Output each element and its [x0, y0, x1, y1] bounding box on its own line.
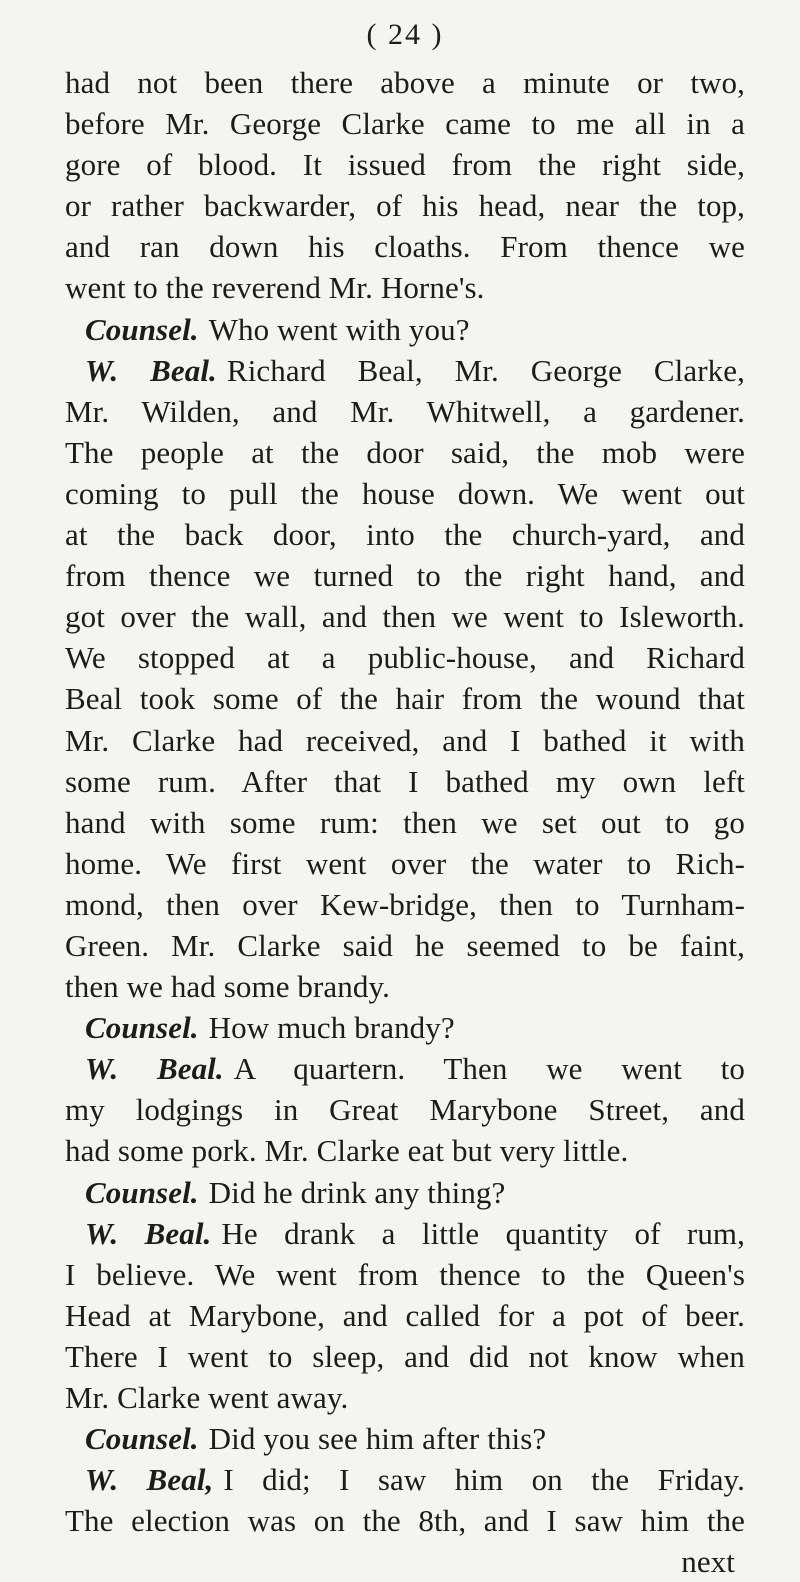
line-text: He drank a little quantity of rum,	[221, 1215, 745, 1251]
line-text: The election was on the 8th, and I saw him the	[65, 1503, 745, 1539]
speaker-label: W. Beal.	[85, 352, 217, 388]
line-text: and ran down his cloaths. From thence we	[65, 229, 745, 265]
text-line	[65, 925, 745, 966]
text-line	[65, 350, 745, 391]
line-text: Did you see him after this?	[208, 1421, 547, 1457]
text-line	[65, 1048, 745, 1089]
text-line	[65, 1007, 745, 1048]
line-text: Richard Beal, Mr. George Clarke,	[226, 352, 745, 388]
line-text: coming to pull the house down. We went out	[65, 475, 745, 511]
speaker-label: Counsel.	[85, 311, 199, 347]
text-line	[65, 555, 745, 596]
text-line	[65, 103, 745, 144]
text-line	[65, 144, 745, 185]
text-line	[65, 1459, 745, 1500]
line-text: had not been there above a minute or two,	[65, 65, 745, 100]
line-text: at the back door, into the church-yard, and	[65, 517, 745, 553]
line-text: I believe. We went from thence to the Queen's	[65, 1256, 745, 1292]
line-text: Beal took some of the hair from the wound that	[65, 681, 745, 717]
text-line	[65, 185, 745, 226]
line-text: Head at Marybone, and called for a pot of beer.	[65, 1297, 745, 1333]
speaker-label: W. Beal.	[85, 1051, 224, 1087]
line-text: Mr. Clarke had received, and I bathed it with	[65, 722, 745, 758]
speaker-label: Counsel.	[85, 1421, 199, 1457]
text-line	[65, 966, 745, 1007]
line-text: Green. Mr. Clarke said he seemed to be faint,	[65, 927, 745, 963]
text-line	[65, 1377, 745, 1418]
text-line	[65, 884, 745, 925]
text-line	[65, 1418, 745, 1459]
text-line	[65, 637, 745, 678]
line-text: went to the reverend Mr. Horne's.	[65, 270, 485, 306]
line-text: The people at the door said, the mob were	[65, 434, 745, 470]
line-text: How much brandy?	[208, 1010, 455, 1046]
line-text: from thence we turned to the right hand, and	[65, 558, 745, 594]
line-text: home. We first went over the water to Rich-	[65, 845, 745, 881]
line-text: I did; I saw him on the Friday.	[223, 1462, 745, 1498]
text-line	[65, 1336, 745, 1377]
line-text: got over the wall, and then we went to Isleworth.	[65, 599, 745, 635]
line-text: some rum. After that I bathed my own left	[65, 763, 745, 799]
text-line	[65, 802, 745, 843]
line-text: Did he drink any thing?	[208, 1174, 506, 1210]
text-line	[65, 678, 745, 719]
speaker-label: Counsel.	[85, 1174, 199, 1210]
speaker-label: Counsel.	[85, 1010, 199, 1046]
text-line	[65, 843, 745, 884]
text-line	[65, 267, 745, 308]
speaker-label: W. Beal,	[85, 1462, 214, 1498]
catchword: next	[681, 1544, 735, 1580]
text-line	[65, 1172, 745, 1213]
text-line	[65, 226, 745, 267]
text-line	[65, 309, 745, 350]
speaker-label: W. Beal.	[85, 1215, 212, 1251]
text-body	[65, 62, 745, 1541]
text-line	[65, 720, 745, 761]
page-number: ( 24 )	[366, 18, 444, 51]
line-text: Who went with you?	[208, 311, 470, 347]
line-text: There I went to sleep, and did not know when	[65, 1338, 745, 1374]
line-text: then we had some brandy.	[65, 969, 390, 1005]
line-text: my lodgings in Great Marybone Street, and	[65, 1092, 745, 1128]
line-text: We stopped at a public-house, and Richard	[65, 640, 745, 676]
line-text: or rather backwarder, of his head, near the top,	[65, 188, 745, 224]
line-text: hand with some rum: then we set out to go	[65, 804, 745, 840]
line-text: had some pork. Mr. Clarke eat but very little.	[65, 1133, 629, 1169]
text-line	[65, 761, 745, 802]
text-line	[65, 1130, 745, 1171]
text-line	[65, 1213, 745, 1254]
line-text: A quartern. Then we went to	[233, 1051, 745, 1087]
text-line	[65, 1295, 745, 1336]
line-text: Mr. Wilden, and Mr. Whitwell, a gardener.	[65, 393, 745, 429]
text-line	[65, 1089, 745, 1130]
line-text: gore of blood. It issued from the right side,	[65, 147, 745, 183]
text-line	[65, 596, 745, 637]
text-line	[65, 1254, 745, 1295]
line-text: before Mr. George Clarke came to me all in a	[65, 106, 745, 142]
text-line	[65, 473, 745, 514]
text-line	[65, 514, 745, 555]
line-text: mond, then over Kew-bridge, then to Turnham-	[65, 886, 745, 922]
text-line	[65, 62, 745, 103]
text-line	[65, 432, 745, 473]
text-line	[65, 391, 745, 432]
line-text: Mr. Clarke went away.	[65, 1380, 349, 1415]
